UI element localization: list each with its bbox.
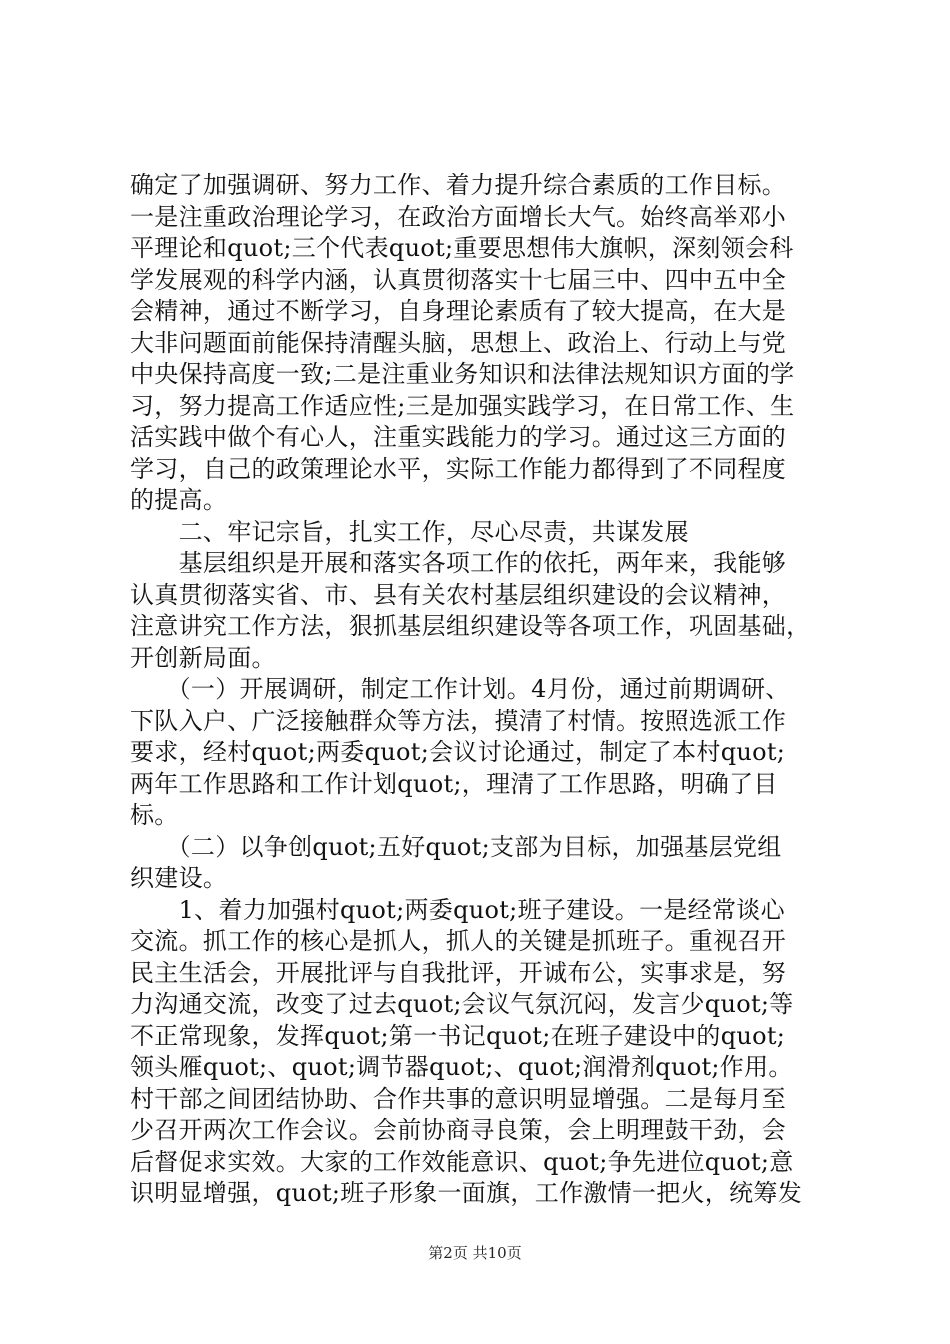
- text-line: 两年工作思路和工作计划quot;，理清了工作思路，明确了目: [130, 769, 778, 798]
- text-line: 注意讲究工作方法，狠抓基层组织建设等各项工作，巩固基础，: [130, 612, 811, 640]
- text-line: 学发展观的科学内涵，认真贯彻落实十七届三中、四中五中全: [130, 265, 787, 294]
- text-line: 认真贯彻落实省、市、县有关农村基层组织建设的会议精神，: [130, 580, 787, 609]
- text-line: 中央保持高度一致;二是注重业务知识和法律法规知识方面的学: [130, 360, 795, 388]
- text-line: 一是注重政治理论学习，在政治方面增长大气。始终高举邓小: [130, 202, 787, 231]
- text-line: 织建设。: [130, 864, 228, 892]
- text-line: 村干部之间团结协助、合作共事的意识明显增强。二是每月至: [130, 1084, 787, 1113]
- text-line: 活实践中做个有心人，注重实践能力的学习。通过这三方面的: [130, 423, 787, 451]
- text-line: 民主生活会，开展批评与自我批评，开诚布公，实事求是，努: [130, 958, 787, 987]
- text-line: 交流。抓工作的核心是抓人，抓人的关键是抓班子。重视召开: [130, 927, 787, 955]
- text-line: 会精神，通过不断学习，自身理论素质有了较大提高，在大是: [130, 297, 787, 325]
- text-line: 大非问题面前能保持清醒头脑，思想上、政治上、行动上与党: [130, 328, 787, 357]
- text-line: 确定了加强调研、努力工作、着力提升综合素质的工作目标。: [130, 171, 787, 199]
- text-line: 1、着力加强村quot;两委quot;班子建设。一是经常谈心: [130, 895, 785, 924]
- text-line: 识明显增强，quot;班子形象一面旗，工作激情一把火，统筹发: [130, 1179, 802, 1207]
- body-text: [130, 170, 835, 1210]
- text-line: 不正常现象，发挥quot;第一书记quot;在班子建设中的quot;: [130, 1021, 786, 1050]
- text-line: 领头雁quot;、quot;调节器quot;、quot;润滑剂quot;作用。: [130, 1053, 793, 1081]
- text-line: 要求，经村quot;两委quot;会议讨论通过，制定了本村quot;: [130, 738, 786, 766]
- text-line: 平理论和quot;三个代表quot;重要思想伟大旗帜，深刻领会科: [130, 234, 794, 262]
- page-footer: 第2页 共10页: [428, 1244, 522, 1262]
- text-line: 少召开两次工作会议。会前协商寻良策，会上明理鼓干劲，会: [130, 1116, 787, 1144]
- text-line: 力沟通交流，改变了过去quot;会议气氛沉闷，发言少quot;等: [130, 990, 794, 1018]
- text-line: （二）以争创quot;五好quot;支部为目标，加强基层党组: [130, 832, 782, 861]
- text-line: 二、牢记宗旨，扎实工作，尽心尽责，共谋发展: [130, 517, 689, 546]
- text-line: 习，努力提高工作适应性;三是加强实践学习，在日常工作、生: [130, 391, 795, 420]
- text-line: （一）开展调研，制定工作计划。4月份，通过前期调研、: [130, 675, 790, 703]
- text-line: 的提高。: [130, 486, 228, 514]
- text-line: 基层组织是开展和落实各项工作的依托，两年来，我能够: [130, 549, 787, 577]
- text-line: 学习，自己的政策理论水平，实际工作能力都得到了不同程度: [130, 454, 787, 483]
- text-line: 下队入户、广泛接触群众等方法，摸清了村情。按照选派工作: [130, 706, 787, 735]
- text-line: 后督促求实效。大家的工作效能意识、quot;争先进位quot;意: [130, 1147, 794, 1176]
- text-line: 标。: [130, 801, 179, 829]
- text-line: 开创新局面。: [130, 643, 276, 672]
